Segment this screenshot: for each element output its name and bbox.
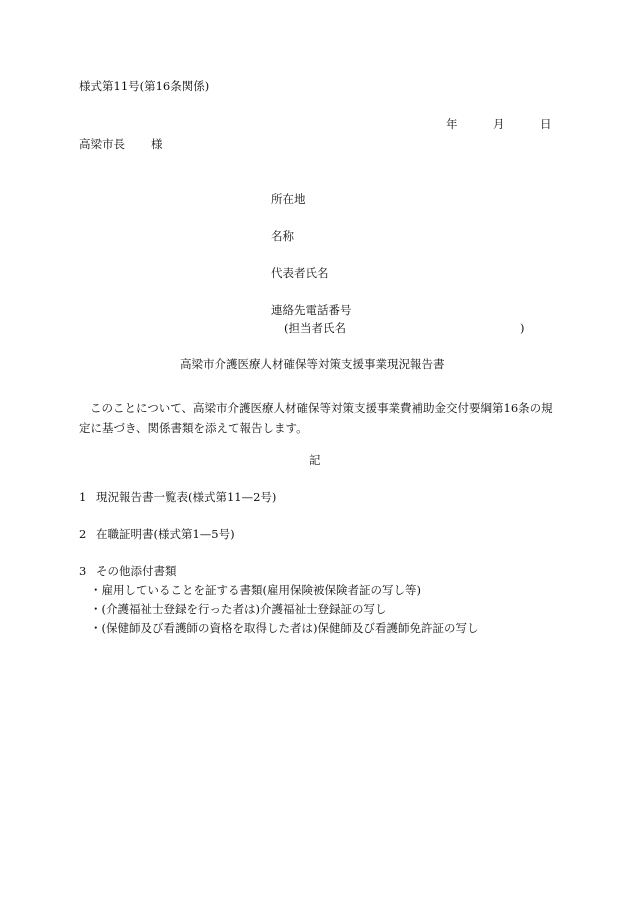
list-item [79,529,235,541]
applicant-phone-label: 連絡先電話番号 [271,303,352,317]
contact-person-close: ) [520,321,525,335]
date-year-label: 年 [446,117,458,131]
attachment-item: ・(保健師及び看護師の資格を取得した者は)保健師及び看護師免許証の写し [90,621,479,635]
applicant-address-label: 所在地 [271,192,306,206]
attachment-item: ・雇用していることを証する書類(雇用保険被保険者証の写し等) [90,583,421,597]
list-item-number: 1 [79,490,87,504]
list-item-text: その他添付書類 [96,564,177,578]
list-item-text: 現況報告書一覧表(様式第11—2号) [96,490,277,504]
ki-heading: 記 [309,453,321,467]
body-paragraph: このことについて、高梁市介護医療人材確保等対策支援事業費補助金交付要綱第16条の規定に基づき、関係書類を添えて報告します。 [79,401,553,435]
addressee-name: 高梁市長 [79,137,125,151]
form-number: 様式第11号(第16条関係) [79,79,210,93]
attachment-item: ・(介護福祉士登録を行った者は)介護福祉士登録証の写し [90,602,387,616]
list-item [79,566,177,578]
list-item-number: 2 [79,527,87,541]
list-item [79,492,276,504]
document-title: 高梁市介護医療人材確保等対策支援事業現況報告書 [180,357,445,371]
list-item-text: 在職証明書(様式第1—5号) [96,527,235,541]
contact-person-label: (担当者氏名 [284,321,346,335]
date-day-label: 日 [540,117,552,131]
applicant-representative-label: 代表者氏名 [271,266,329,280]
addressee-honorific: 様 [151,137,163,151]
applicant-name-label: 名称 [271,229,294,243]
list-item-number: 3 [79,564,87,578]
date-month-label: 月 [493,117,505,131]
addressee [79,139,163,151]
